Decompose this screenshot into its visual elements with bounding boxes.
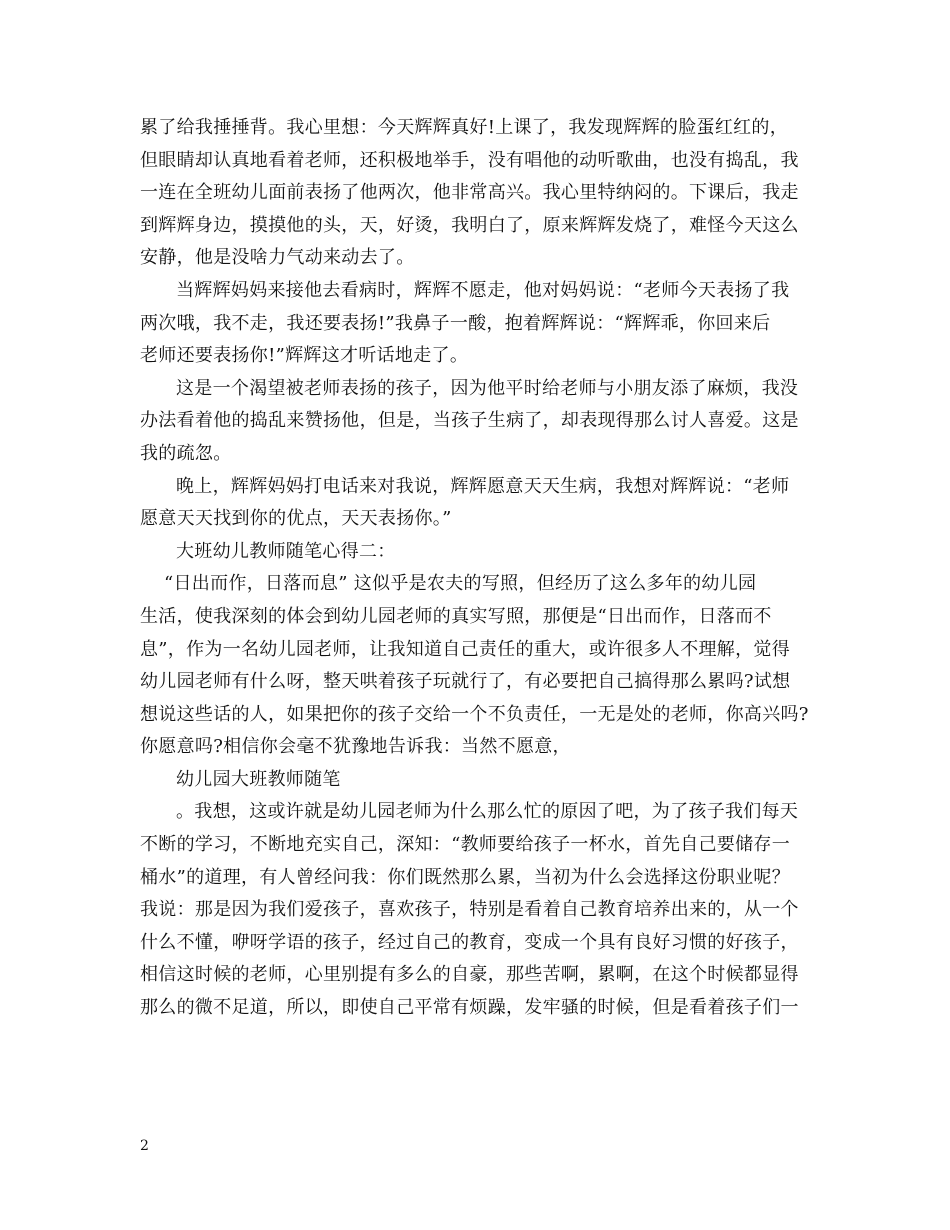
text-line-18: 幼儿园老师有什么呀，整天哄着孩子玩就行了，有必要把自己搞得那么累吗?试想	[140, 671, 791, 693]
page-number: 2	[140, 1138, 149, 1154]
text-line-6: 当辉辉妈妈来接他去看病时，辉辉不愿走，他对妈妈说：“老师今天表扬了我	[176, 279, 790, 301]
text-line-11: 我的疏忽。	[140, 442, 232, 464]
body-text	[140, 112, 812, 1025]
text-line-22: 。我想，这或许就是幼儿园老师为什么那么忙的原因了吧，为了孩子我们每天	[176, 801, 799, 823]
text-line-16: 生活，使我深刻的体会到幼儿园老师的真实写照，那便是“日出而作，日落而不	[140, 605, 772, 627]
text-line-20: 你愿意吗?相信你会毫不犹豫地告诉我：当然不愿意，	[140, 736, 571, 758]
text-line-13: 愿意天天找到你的优点，天天表扬你。”	[140, 508, 452, 530]
text-line-15: “日出而作，日落而息” 这似乎是农夫的写照，但经历了这么多年的幼儿园	[164, 573, 757, 595]
text-line-5: 安静，他是没啥力气动来动去了。	[140, 247, 415, 269]
text-line-27: 相信这时候的老师，心里别提有多么的自豪，那些苦啊，累啊，在这个时候都显得	[140, 964, 799, 986]
text-line-19: 想说这些话的人，如果把你的孩子交给一个不负责任，一无是处的老师，你高兴吗?	[140, 703, 809, 725]
text-line-24: 桶水”的道理，有人曾经问我：你们既然那么累，当初为什么会选择这份职业呢？	[140, 866, 790, 888]
text-line-7: 两次哦，我不走，我还要表扬!”我鼻子一酸，抱着辉辉说：“辉辉乖，你回来后	[140, 312, 771, 334]
text-line-23: 不断的学习，不断地充实自己，深知：“教师要给孩子一杯水，首先自己要储存一	[140, 834, 790, 856]
text-line-10: 办法看着他的捣乱来赞扬他，但是，当孩子生病了，却表现得那么讨人喜爱。这是	[140, 410, 799, 432]
text-line-8: 老师还要表扬你!”辉辉这才听话地走了。	[140, 345, 469, 367]
section-heading: 大班幼儿教师随笔心得二：	[176, 540, 396, 562]
text-line-3: 一连在全班幼儿面前表扬了他两次，他非常高兴。我心里特纳闷的。下课后，我走	[140, 182, 799, 204]
text-line-17: 息”，作为一名幼儿园老师，让我知道自己责任的重大，或许很多人不理解，觉得	[140, 638, 790, 660]
text-line-25: 我说：那是因为我们爱孩子，喜欢孩子，特别是看着自己教育培养出来的，从一个	[140, 899, 799, 921]
subheading: 幼儿园大班教师随笔	[176, 768, 341, 790]
text-line-12: 晚上，辉辉妈妈打电话来对我说，辉辉愿意天天生病，我想对辉辉说：“老师	[176, 475, 790, 497]
text-line-4: 到辉辉身边，摸摸他的头，天，好烫，我明白了，原来辉辉发烧了，难怪今天这么	[140, 214, 799, 236]
text-line-1: 累了给我捶捶背。我心里想：今天辉辉真好!上课了，我发现辉辉的脸蛋红红的，	[140, 117, 789, 138]
text-line-28: 那么的微不足道，所以，即使自己平常有烦躁，发牢骚的时候，但是看着孩子们一	[140, 997, 799, 1019]
text-line-9: 这是一个渴望被老师表扬的孩子，因为他平时给老师与小朋友添了麻烦，我没	[176, 377, 799, 399]
text-line-2: 但眼睛却认真地看着老师，还积极地举手，没有唱他的动听歌曲，也没有捣乱，我	[140, 149, 799, 171]
text-line-26: 什么不懂，咿呀学语的孩子，经过自己的教育，变成一个具有良好习惯的好孩子，	[140, 931, 799, 953]
